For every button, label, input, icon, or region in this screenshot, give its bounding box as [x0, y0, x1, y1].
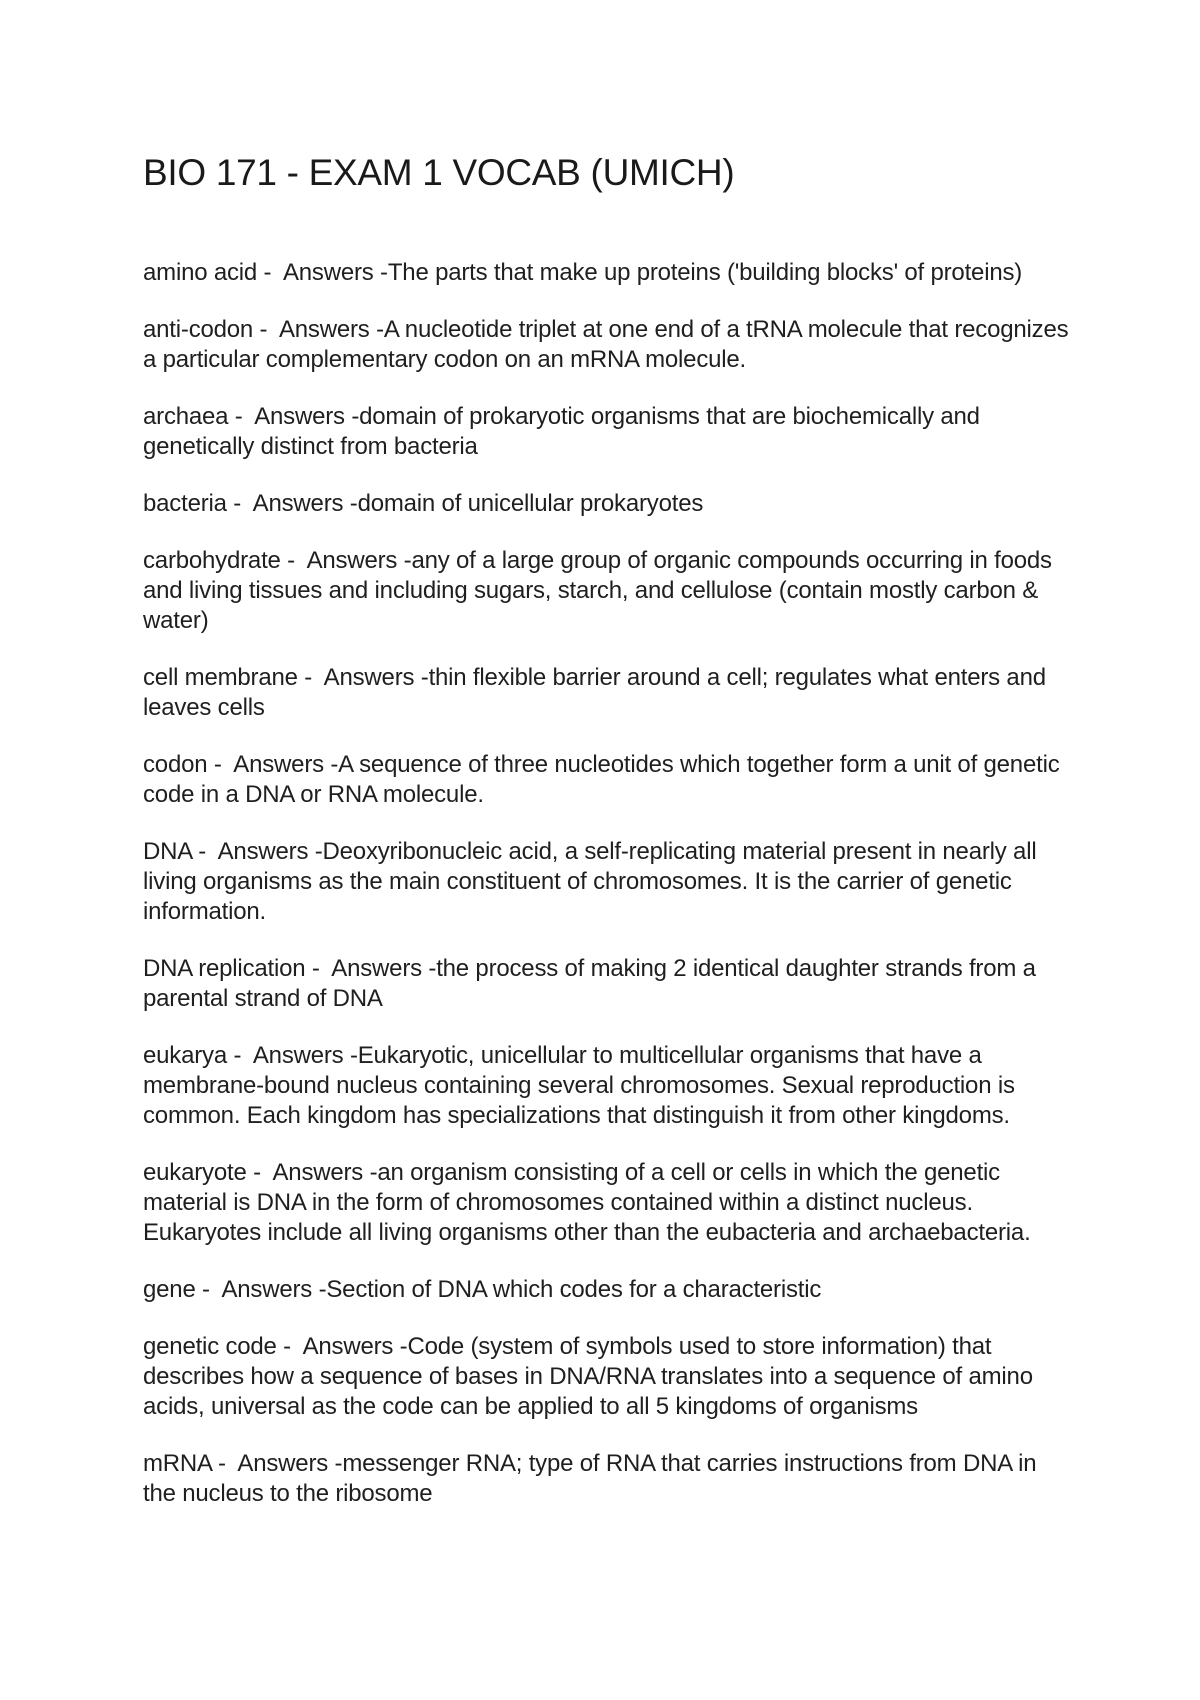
entry-answer-prefix: Answers -: [282, 259, 388, 286]
vocab-list: [143, 258, 1073, 1536]
entry-term: eukarya: [143, 1042, 227, 1069]
entry-separator: -: [257, 259, 283, 286]
entry-answer-prefix: Answers -: [233, 751, 339, 778]
entry-term: bacteria: [143, 490, 227, 517]
entry-definition: domain of unicellular prokaryotes: [357, 490, 704, 517]
entry-definition: thin flexible barrier around a cell; regulates what enters and leaves cells: [143, 664, 1046, 721]
entry-separator: -: [297, 664, 324, 691]
entry-term: codon: [143, 751, 208, 778]
entry-definition: Deoxyribonucleic acid, a self-replicating material present in nearly all living organisms as the main constituent of chromosomes. It is the carrier of genetic information.: [143, 838, 1037, 925]
entry-answer-prefix: Answers -: [272, 1159, 378, 1186]
vocab-entry: [143, 1275, 1073, 1305]
entry-answer-prefix: Answers -: [252, 1042, 358, 1069]
entry-term: anti-codon: [143, 316, 254, 343]
entry-term: eukaryote: [143, 1159, 247, 1186]
entry-definition: A sequence of three nucleotides which together form a unit of genetic code in a DNA or RNA molecule.: [143, 751, 1060, 808]
entry-separator: -: [228, 403, 255, 430]
entry-definition: the process of making 2 identical daughter strands from a parental strand of DNA: [143, 955, 1036, 1012]
entry-separator: -: [226, 1042, 253, 1069]
entry-answer-prefix: Answers -: [221, 1276, 327, 1303]
vocab-entry: [143, 1449, 1073, 1509]
vocab-entry: [143, 258, 1073, 288]
entry-answer-prefix: Answers -: [237, 1450, 343, 1477]
vocab-entry: [143, 954, 1073, 1014]
vocab-entry: [143, 489, 1073, 519]
entry-answer-prefix: Answers -: [252, 490, 358, 517]
entry-definition: any of a large group of organic compounds occurring in foods and living tissues and including sugars, starch, and cellulose (contain mostly carbon & water): [143, 547, 1052, 634]
entry-definition: messenger RNA; type of RNA that carries instructions from DNA in the nucleus to the ribosome: [143, 1450, 1037, 1507]
page-title: BIO 171 - EXAM 1 VOCAB (UMICH): [143, 152, 735, 193]
entry-answer-prefix: Answers -: [302, 1333, 408, 1360]
entry-term: mRNA: [143, 1450, 212, 1477]
entry-term: amino acid: [143, 259, 258, 286]
entry-definition: Eukaryotic, unicellular to multicellular organisms that have a membrane-bound nucleus containing several chromosomes. Sexual reproduction is common. Each kingdom has specializations that distinguish it from other kingdoms.: [143, 1042, 1015, 1129]
vocab-entry: [143, 663, 1073, 723]
entry-separator: -: [207, 751, 234, 778]
vocab-entry: [143, 837, 1073, 927]
entry-separator: -: [253, 316, 279, 343]
entry-definition: domain of prokaryotic organisms that are biochemically and genetically distinct from bacteria: [143, 403, 980, 460]
entry-term: DNA replication: [143, 955, 306, 982]
entry-definition: an organism consisting of a cell or cells in which the genetic material is DNA in the form of chromosomes contained within a distinct nucleus. Eukaryotes include all living organisms other than the eubacteria and archaebacteria.: [143, 1159, 1031, 1246]
entry-separator: -: [226, 490, 253, 517]
entry-separator: -: [246, 1159, 273, 1186]
entry-term: cell membrane: [143, 664, 298, 691]
entry-definition: The parts that make up proteins ('building blocks' of proteins): [387, 259, 1023, 286]
entry-term: gene: [143, 1276, 196, 1303]
entry-term: carbohydrate: [143, 547, 281, 574]
entry-separator: -: [191, 838, 218, 865]
vocab-entry: [143, 546, 1073, 636]
vocab-entry: [143, 315, 1073, 375]
entry-answer-prefix: Answers -: [323, 664, 429, 691]
vocab-entry: [143, 750, 1073, 810]
entry-separator: -: [305, 955, 332, 982]
entry-term: genetic code: [143, 1333, 277, 1360]
entry-answer-prefix: Answers -: [254, 403, 360, 430]
vocab-entry: [143, 1041, 1073, 1131]
entry-answer-prefix: Answers -: [306, 547, 412, 574]
entry-term: DNA: [143, 838, 192, 865]
entry-separator: -: [211, 1450, 238, 1477]
entry-answer-prefix: Answers -: [331, 955, 437, 982]
entry-answer-prefix: Answers -: [278, 316, 384, 343]
entry-definition: Code (system of symbols used to store information) that describes how a sequence of bases in DNA/RNA translates into a sequence of amino acids, universal as the code can be applied to all 5 kingdoms of organisms: [143, 1333, 1033, 1420]
entry-separator: -: [280, 547, 307, 574]
vocab-entry: [143, 402, 1073, 462]
vocab-entry: [143, 1332, 1073, 1422]
entry-separator: -: [195, 1276, 222, 1303]
vocab-entry: [143, 1158, 1073, 1248]
entry-definition: Section of DNA which codes for a characteristic: [326, 1276, 822, 1303]
entry-answer-prefix: Answers -: [217, 838, 323, 865]
entry-definition: A nucleotide triplet at one end of a tRNA molecule that recognizes a particular complementary codon on an mRNA molecule.: [143, 316, 1069, 373]
entry-term: archaea: [143, 403, 229, 430]
entry-separator: -: [276, 1333, 303, 1360]
